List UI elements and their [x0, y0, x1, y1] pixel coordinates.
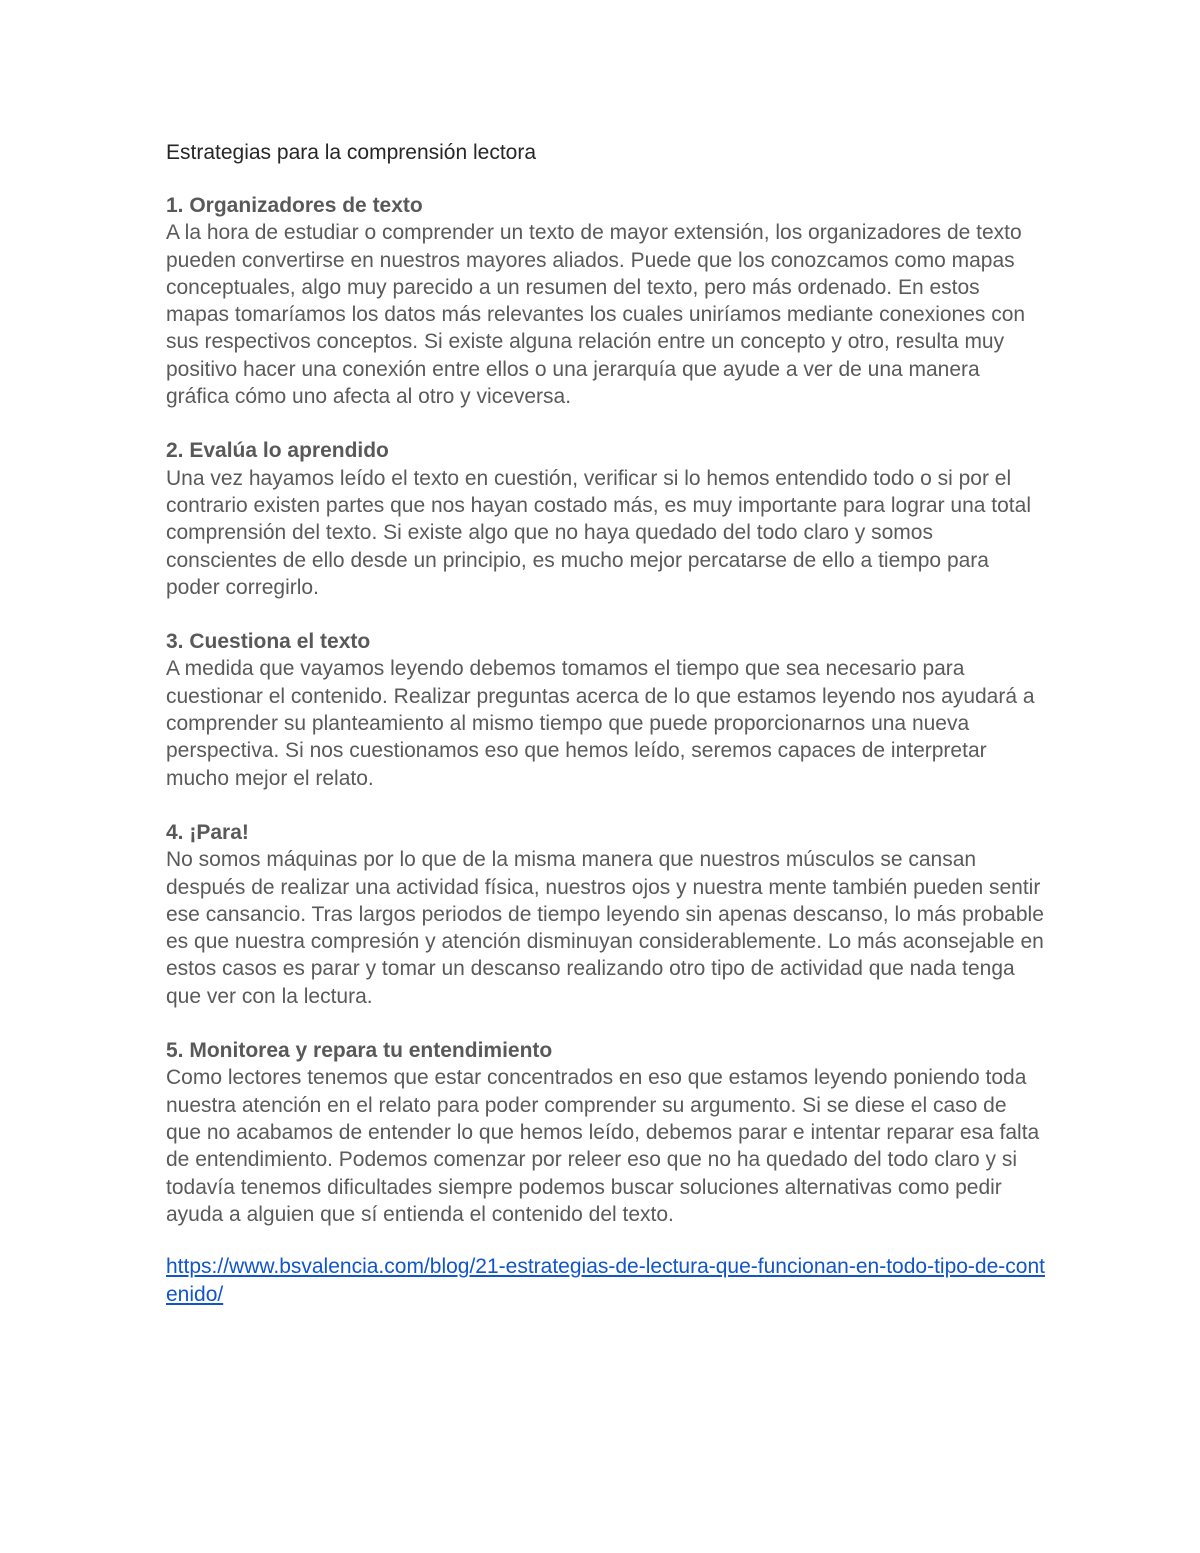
section-body: A medida que vayamos leyendo debemos tomamos el tiempo que sea necesario para cuestionar el contenido. Realizar preguntas acerca de lo que estamos leyendo nos ayudará a comprender su planteamiento al mismo tiempo que puede proporcionarnos una nueva perspectiva. Si nos cuestionamos eso que hemos leído, seremos capaces de interpretar mucho mejor el relato.: [166, 657, 1035, 790]
section-body: No somos máquinas por lo que de la misma manera que nuestros músculos se cansan después de realizar una actividad física, nuestros ojos y nuestra mente también pueden sentir ese cansancio. Tras largos periodos de tiempo leyendo sin apenas descanso, lo más probable es que nuestra compresión y atención disminuyan considerablemente. Lo más aconsejable en estos casos es parar y tomar un descanso realizando otro tipo de actividad que nada tenga que ver con la lectura.: [166, 848, 1044, 1008]
section-heading: 3. Cuestiona el texto: [166, 630, 371, 654]
section-body: Una vez hayamos leído el texto en cuestión, verificar si lo hemos entendido todo o si por el contrario existen partes que nos hayan costado más, es muy importante para lograr una total comprensión del texto. Si existe algo que no haya quedado del todo claro y somos conscientes de ello desde un principio, es mucho mejor percatarse de ello a tiempo para poder corregirlo.: [166, 466, 1031, 599]
section-heading: 2. Evalúa lo aprendido: [166, 439, 389, 463]
section-body: A la hora de estudiar o comprender un texto de mayor extensión, los organizadores de texto pueden convertirse en nuestros mayores aliados. Puede que los conozcamos como mapas conceptuales, algo muy parecido a un resumen del texto, pero más ordenado. En estos mapas tomaríamos los datos más relevantes los cuales uniríamos mediante conexiones con sus respectivos conceptos. Si existe alguna relación entre un concepto y otro, resulta muy positivo hacer una conexión entre ellos o una jerarquía que ayude a ver de una manera gráfica cómo uno afecta al otro y viceversa.: [166, 221, 1026, 409]
section-cuestiona: [166, 628, 1046, 792]
section-evalua: [166, 437, 1046, 601]
section-body: Como lectores tenemos que estar concentrados en eso que estamos leyendo poniendo toda nuestra atención en el relato para poder comprender su argumento. Si se diese el caso de que no acabamos de entender lo que hemos leído, debemos parar e intentar reparar esa falta de entendimiento. Podemos comenzar por releer eso que no ha quedado del todo claro y si todavía tenemos dificultades siempre podemos buscar soluciones alternativas como pedir ayuda a alguien que sí entienda el contenido del texto.: [166, 1066, 1040, 1226]
section-heading: 1. Organizadores de texto: [166, 194, 423, 217]
section-para: [166, 819, 1046, 1010]
source-link[interactable]: https://www.bsvalencia.com/blog/21-estrategias-de-lectura-que-funcionan-en-todo-tipo-de-contenido/: [166, 1255, 1045, 1307]
section-monitorea: [166, 1037, 1046, 1228]
section-heading: 4. ¡Para!: [166, 820, 249, 844]
section-heading: 5. Monitorea y repara tu entendimiento: [166, 1039, 553, 1063]
document-page: [166, 138, 1046, 1309]
document-title: Estrategias para la comprensión lectora: [166, 141, 537, 164]
section-organizadores: [166, 192, 1046, 410]
